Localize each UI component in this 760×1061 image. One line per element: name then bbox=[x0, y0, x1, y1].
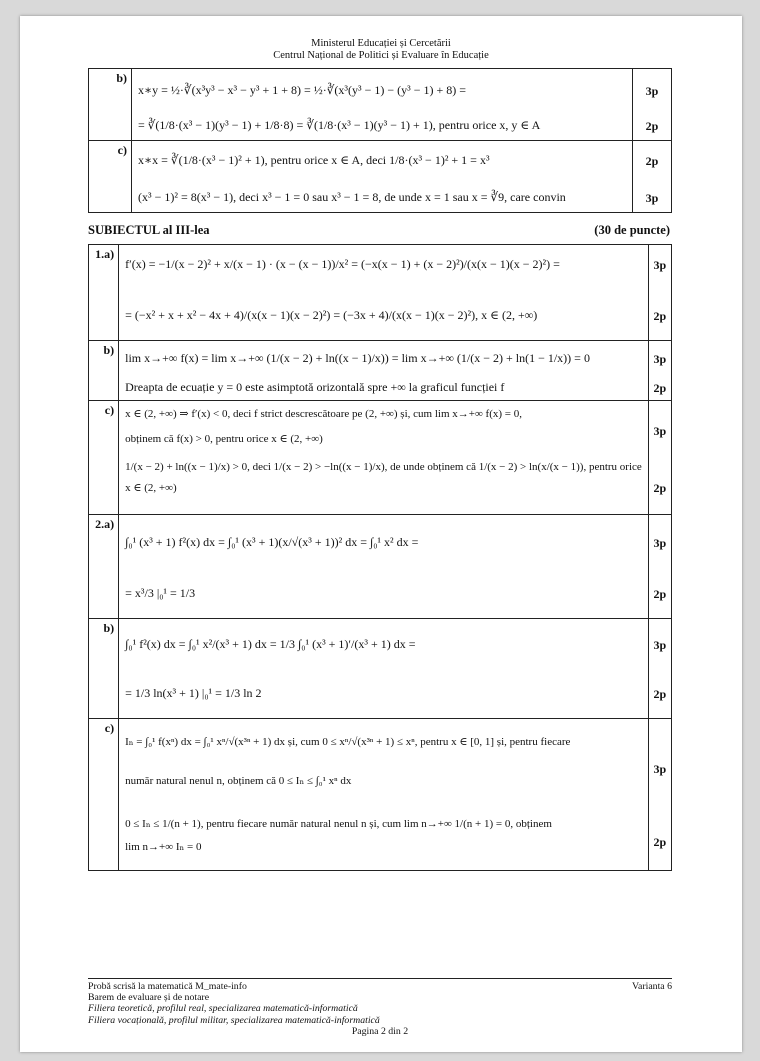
points: 3p bbox=[653, 352, 667, 366]
row-label: 2.a) bbox=[89, 515, 119, 619]
points-cell bbox=[648, 401, 671, 515]
footer-exam: Probă scrisă la matematică M_mate-info bbox=[88, 981, 247, 992]
table-row bbox=[89, 341, 672, 401]
document-page bbox=[20, 16, 742, 1052]
math-line: Dreapta de ecuație y = 0 este asimptotă orizontală spre +∞ la graficul funcției f bbox=[125, 380, 505, 394]
math-line: Iₙ = ∫₀¹ f(xⁿ) dx = ∫₀¹ xⁿ/√(x³ⁿ + 1) dx și, cum 0 ≤ xⁿ/√(x³ⁿ + 1) ≤ xⁿ, pentru x ∈ [0, 1] și, pentru fiecare bbox=[125, 736, 571, 748]
math-line: număr natural nenul n, obținem că 0 ≤ Iₙ ≤ ∫₀¹ xⁿ dx bbox=[125, 775, 352, 787]
footer-variant: Varianta 6 bbox=[632, 981, 672, 992]
row-label: c) bbox=[89, 141, 132, 213]
points: 3p bbox=[645, 84, 659, 98]
header-center: Centrul Național de Politici și Evaluare în Educație bbox=[273, 50, 489, 61]
subiect-ii-table bbox=[88, 68, 672, 213]
math-line: obținem că f(x) > 0, pentru orice x ∈ (2, +∞) bbox=[125, 433, 323, 445]
row-body bbox=[132, 141, 633, 213]
points: 2p bbox=[653, 481, 667, 495]
row-label: c) bbox=[89, 401, 119, 515]
footer-page-number: Pagina 2 din 2 bbox=[351, 1025, 409, 1037]
table-row bbox=[89, 69, 672, 141]
row-body bbox=[119, 401, 649, 515]
math-line: = 1/3 ln(x³ + 1) |₀¹ = 1/3 ln 2 bbox=[125, 686, 262, 700]
page-footer bbox=[88, 978, 672, 1037]
math-line: = x³/3 |₀¹ = 1/3 bbox=[125, 586, 196, 600]
row-body bbox=[119, 719, 649, 871]
points: 2p bbox=[653, 309, 667, 323]
row-label: b) bbox=[89, 619, 119, 719]
section-title bbox=[88, 223, 672, 238]
math-line: x ∈ (2, +∞) ⇒ f′(x) < 0, deci f strict descrescătoare pe (2, +∞) și, cum lim x→+∞ f(x) = 0, bbox=[125, 408, 522, 420]
table-row bbox=[89, 245, 672, 341]
points: 3p bbox=[653, 638, 667, 652]
row-label: b) bbox=[89, 69, 132, 141]
row-label: c) bbox=[89, 719, 119, 871]
points-cell bbox=[648, 341, 671, 401]
math-line: 1/(x − 2) + ln((x − 1)/x) > 0, deci 1/(x − 2) > −ln((x − 1)/x), de unde obținem că 1/(x − 2) > ln(x/(x − 1)), pentru orice bbox=[125, 461, 642, 473]
points: 2p bbox=[645, 119, 659, 133]
header-ministry: Ministerul Educației și Cercetării bbox=[311, 38, 451, 49]
row-body bbox=[119, 515, 649, 619]
row-label: b) bbox=[89, 341, 119, 401]
points: 2p bbox=[653, 835, 667, 849]
math-line: x∗y = ½·∛(x³y³ − x³ − y³ + 1 + 8) = ½·∛(x³(y³ − 1) − (y³ − 1) + 8) = bbox=[138, 83, 467, 97]
table-row bbox=[89, 141, 672, 213]
footer-filiera-2: Filiera vocațională, profilul militar, specializarea matematică-informatică bbox=[88, 1014, 380, 1026]
math-line: = ∛(1/8·(x³ − 1)(y³ − 1) + 1/8·8) = ∛(1/8·(x³ − 1)(y³ − 1) + 1), pentru orice x, y ∈ A bbox=[138, 118, 541, 132]
row-label: 1.a) bbox=[89, 245, 119, 341]
math-line: 0 ≤ Iₙ ≤ 1/(n + 1), pentru fiecare număr natural nenul n și, cum lim n→+∞ 1/(n + 1) = 0, obținem bbox=[125, 818, 552, 830]
math-line: f′(x) = −1/(x − 2)² + x/(x − 1) · (x − (x − 1))/x² = (−x(x − 1) + (x − 2)²)/(x(x − 1)(x − 2)²) = bbox=[125, 257, 560, 271]
section-points: (30 de puncte) bbox=[594, 223, 670, 237]
math-line: x ∈ (2, +∞) bbox=[125, 482, 177, 494]
math-line: lim x→+∞ f(x) = lim x→+∞ (1/(x − 2) + ln((x − 1)/x)) = lim x→+∞ (1/(x − 2) + ln(1 − 1/x)) = 0 bbox=[125, 351, 590, 365]
table-row bbox=[89, 619, 672, 719]
math-line: x∗x = ∛(1/8·(x³ − 1)² + 1), pentru orice x ∈ A, deci 1/8·(x³ − 1)² + 1 = x³ bbox=[138, 153, 490, 167]
math-line: = (−x² + x + x² − 4x + 4)/(x(x − 1)(x − 2)²) = (−3x + 4)/(x(x − 1)(x − 2)²), x ∈ (2, +∞) bbox=[125, 308, 538, 322]
math-line: ∫₀¹ (x³ + 1) f²(x) dx = ∫₀¹ (x³ + 1)(x/√(x³ + 1))² dx = ∫₀¹ x² dx = bbox=[125, 535, 419, 549]
footer-filiera-1: Filiera teoretică, profilul real, specializarea matematică-informatică bbox=[88, 1003, 358, 1015]
footer-barem: Barem de evaluare și de notare bbox=[88, 992, 210, 1004]
points: 3p bbox=[653, 762, 667, 776]
page-header bbox=[20, 38, 742, 62]
points: 3p bbox=[653, 258, 667, 272]
points: 3p bbox=[653, 536, 667, 550]
points-cell bbox=[648, 515, 671, 619]
points: 2p bbox=[645, 154, 659, 168]
table-row bbox=[89, 401, 672, 515]
subiect-iii-table bbox=[88, 244, 672, 871]
row-body bbox=[132, 69, 633, 141]
points: 3p bbox=[645, 191, 659, 205]
row-body bbox=[119, 341, 649, 401]
points-cell bbox=[633, 69, 672, 141]
math-line: lim n→+∞ Iₙ = 0 bbox=[125, 841, 202, 853]
row-body bbox=[119, 245, 649, 341]
points-cell bbox=[648, 719, 671, 871]
row-body bbox=[119, 619, 649, 719]
table-row bbox=[89, 719, 672, 871]
points: 2p bbox=[653, 587, 667, 601]
points: 3p bbox=[653, 424, 667, 438]
math-line: (x³ − 1)² = 8(x³ − 1), deci x³ − 1 = 0 sau x³ − 1 = 8, de unde x = 1 sau x = ∛9, care convin bbox=[138, 190, 566, 204]
points-cell bbox=[633, 141, 672, 213]
points: 2p bbox=[653, 381, 667, 395]
points-cell bbox=[648, 245, 671, 341]
points-cell bbox=[648, 619, 671, 719]
section-heading: SUBIECTUL al III-lea bbox=[88, 223, 210, 237]
points: 2p bbox=[653, 687, 667, 701]
math-line: ∫₀¹ f²(x) dx = ∫₀¹ x²/(x³ + 1) dx = 1/3 ∫₀¹ (x³ + 1)′/(x³ + 1) dx = bbox=[125, 637, 416, 651]
table-row bbox=[89, 515, 672, 619]
